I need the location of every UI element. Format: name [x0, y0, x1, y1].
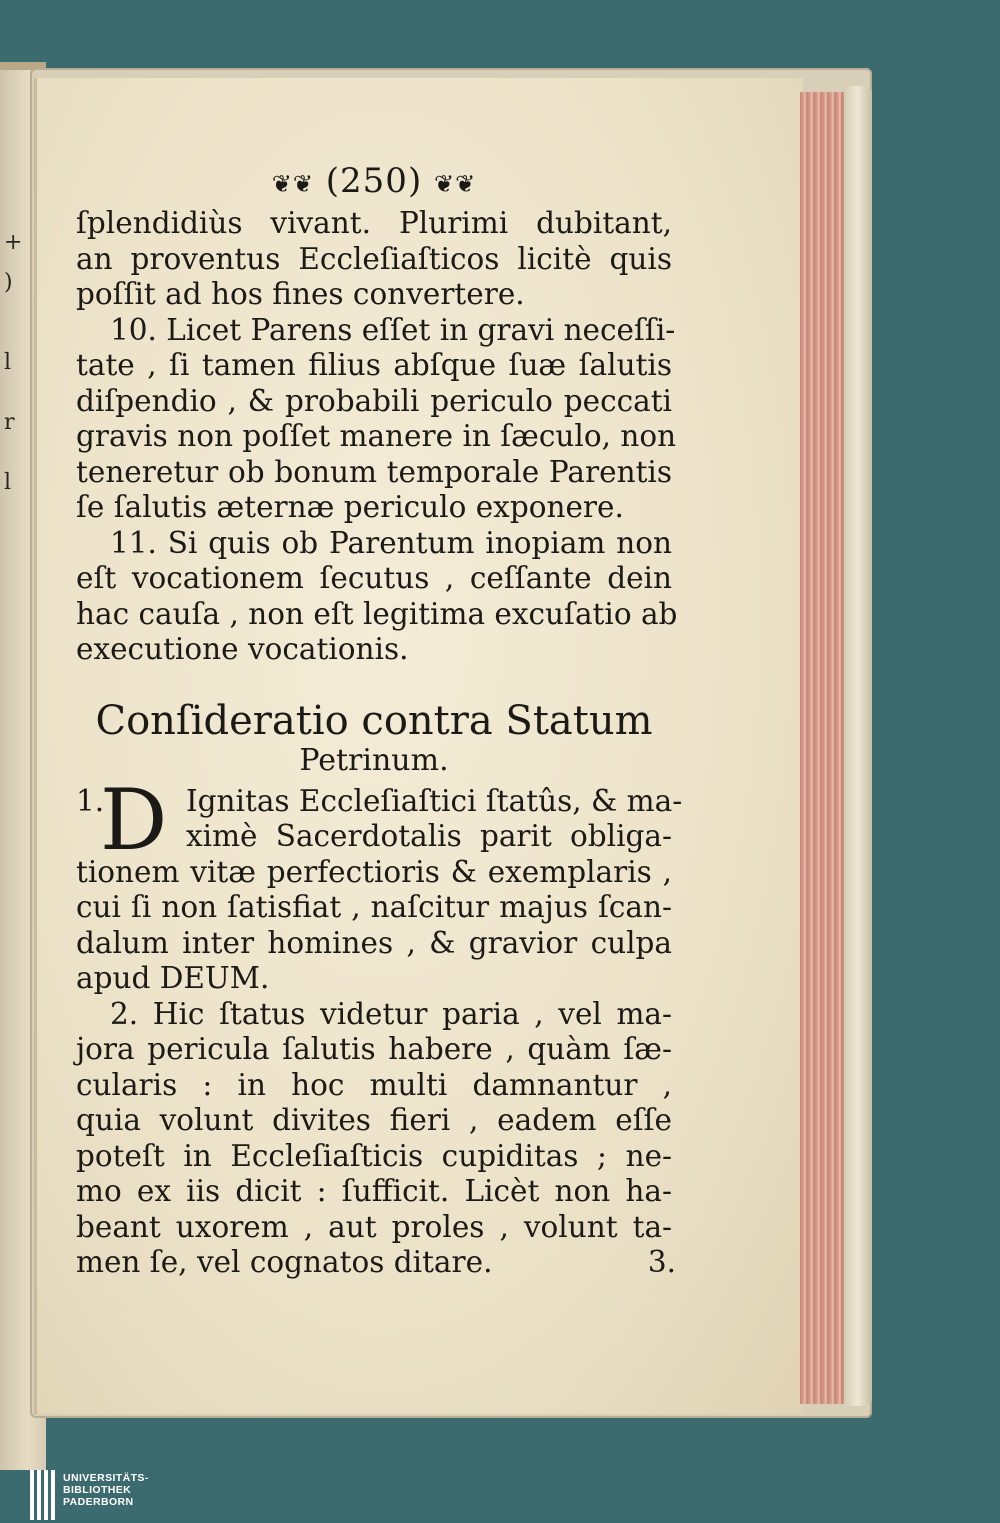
text-line: beant uxorem , aut proles , volunt ta-: [76, 1209, 672, 1244]
logo-line-3: PADERBORN: [63, 1496, 134, 1508]
text-line: Ignitas Eccleſiaſtici ſtatûs, & ma-: [186, 783, 683, 818]
logo-line-2: BIBLIOTHEK: [63, 1484, 132, 1496]
text-line: cui ſi non ſatisfiat , naſcitur majus ſcan-: [76, 890, 672, 924]
paragraph-2: [76, 996, 676, 1281]
page-header: [76, 158, 672, 204]
book-spine: [844, 86, 872, 1406]
section-continuation: [76, 206, 672, 313]
drop-cap: D: [100, 770, 168, 869]
text-line: an proventus Eccleſiaſticos licitè quis: [76, 241, 672, 276]
text-line: ſplendidiùs vivant. Plurimi dubitant,: [76, 206, 672, 240]
paragraph-1: [76, 770, 683, 997]
text-line: cularis : in hoc multi damnantur ,: [76, 1067, 672, 1102]
text-line: executione vocationis.: [76, 632, 409, 666]
left-page-mark: +: [4, 230, 23, 255]
left-page-mark: l: [4, 350, 12, 375]
library-logo-icon: [30, 1470, 55, 1520]
catchword: 3.: [647, 1245, 676, 1279]
text-line: tionem vitæ perfectioris & exemplaris ,: [76, 854, 672, 889]
text-line: apud DEUM.: [76, 961, 270, 995]
left-page-mark: l: [4, 470, 12, 495]
text-line: men ſe, vel cognatos ditare.: [76, 1245, 493, 1279]
text-line: poſſit ad hos fines convertere.: [76, 277, 525, 311]
text-line: hac cauſa , non eſt legitima excuſatio ab: [76, 596, 678, 631]
page-text: [76, 158, 683, 1281]
ornament-right-icon: ❦❦: [434, 170, 477, 198]
paragraph-10: [76, 312, 677, 526]
library-logo: [30, 1470, 149, 1520]
left-page-mark: ): [4, 270, 13, 295]
section-subheading: Petrinum.: [299, 742, 449, 778]
left-page-mark: r: [4, 410, 15, 435]
text-line: tate , ſi tamen filius abſque ſuæ ſalutis: [76, 348, 672, 382]
text-line: teneretur ob bonum temporale Parentis: [76, 454, 672, 489]
text-line: quia volunt divites fieri , eadem eſſe: [76, 1103, 672, 1137]
text-line: eſt vocationem ſecutus , ceſſante dein: [76, 561, 672, 595]
text-line: dalum inter homines , & gravior culpa: [76, 925, 672, 960]
page-edges-red: [800, 92, 844, 1404]
logo-line-1: UNIVERSITÄTS-: [63, 1472, 149, 1484]
paragraph-number: 1.: [76, 783, 105, 818]
text-line: jora pericula ſalutis habere , quàm ſæ-: [76, 1032, 672, 1066]
ornament-left-icon: ❦❦: [271, 170, 314, 198]
text-line: 2. Hic ſtatus videtur paria , vel ma-: [110, 996, 672, 1031]
text-line: 10. Licet Parens eſſet in gravi neceſſi-: [110, 312, 676, 347]
section-heading: Conſideratio contra Statum: [95, 697, 653, 744]
last-line-row: [76, 1245, 676, 1281]
text-line: ſe ſalutis æternæ periculo exponere.: [76, 490, 624, 524]
page-number: (250): [325, 161, 423, 201]
text-line: gravis non poſſet manere in ſæculo, non: [76, 419, 677, 453]
text-line: poteſt in Eccleſiaſticis cupiditas ; ne-: [76, 1138, 672, 1173]
text-line: ximè Sacerdotalis parit obliga-: [186, 819, 672, 853]
text-line: mo ex iis dicit : ſufficit. Licèt non ha-: [76, 1174, 672, 1208]
text-line: 11. Si quis ob Parentum inopiam non: [110, 525, 672, 560]
text-line: diſpendio , & probabili periculo peccati: [76, 383, 672, 418]
library-logo-text: [63, 1470, 149, 1508]
paragraph-11: [76, 525, 678, 668]
